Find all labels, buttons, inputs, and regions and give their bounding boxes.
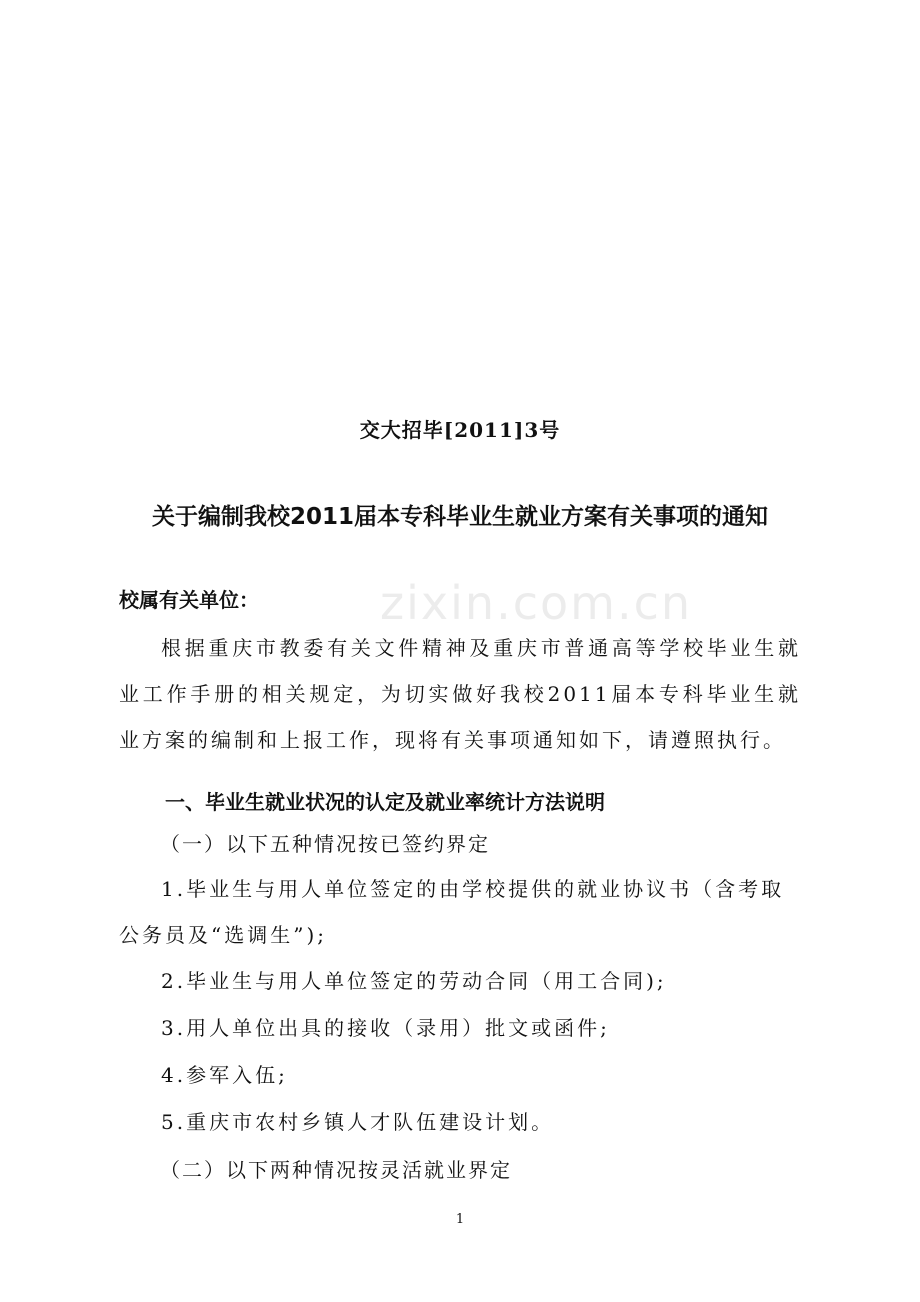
- section-heading: 一、毕业生就业状况的认定及就业率统计方法说明: [165, 790, 605, 814]
- subsection-heading: （二）以下两种情况按灵活就业界定: [160, 1158, 512, 1182]
- list-item: 4.参军入伍;: [161, 1063, 288, 1087]
- list-item: 5.重庆市农村乡镇人才队伍建设计划。: [161, 1110, 555, 1134]
- intro-paragraph: 根据重庆市教委有关文件精神及重庆市普通高等学校毕业生就业工作手册的相关规定，为切实做好我校2011届本专科毕业生就业方案的编制和上报工作，现将有关事项通知如下，请遵照执行。: [119, 636, 801, 752]
- list-item: 2.毕业生与用人单位签定的劳动合同（用工合同);: [161, 969, 667, 993]
- document-number: 交大招毕[2011]3号: [359, 418, 561, 442]
- watermark: zixin.com.cn: [380, 576, 693, 630]
- page-number: 1: [455, 1212, 465, 1227]
- list-item: 1.毕业生与用人单位签定的由学校提供的就业协议书（含考取公务员及“选调生”);: [119, 877, 785, 947]
- salutation: 校属有关单位：: [119, 588, 259, 612]
- subsection-heading: （一）以下五种情况按已签约界定: [160, 832, 490, 856]
- list-item: 3.用人单位出具的接收（录用）批文或函件;: [161, 1016, 610, 1040]
- document-title: 关于编制我校2011届本专科毕业生就业方案有关事项的通知: [151, 504, 768, 530]
